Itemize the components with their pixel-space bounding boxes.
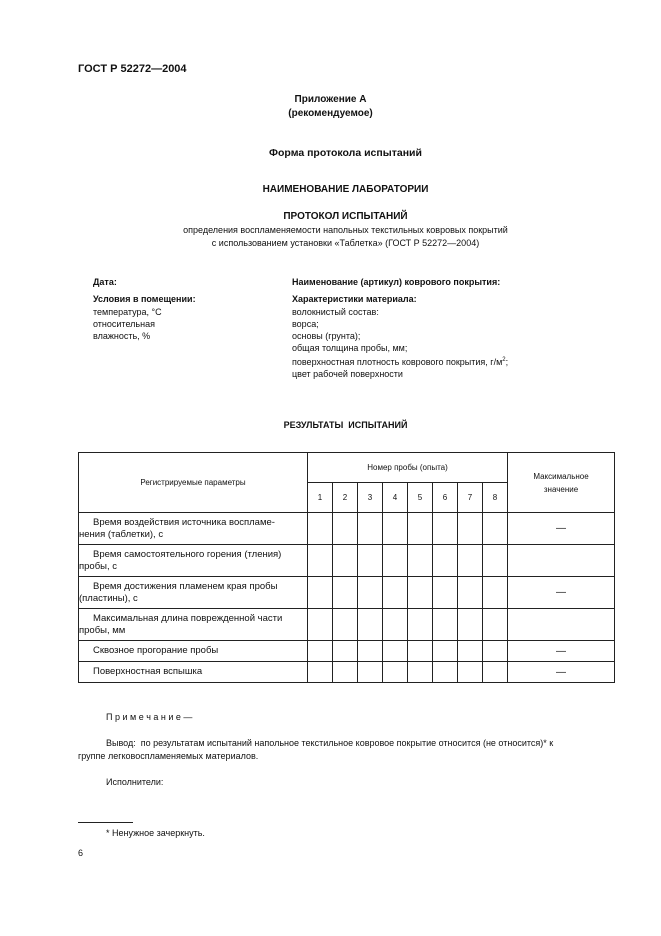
value-cell[interactable] — [433, 545, 458, 577]
value-cell[interactable] — [408, 577, 433, 609]
table-row — [79, 577, 615, 609]
value-cell[interactable] — [358, 545, 383, 577]
row-label-line1: Поверхностная вспышка — [93, 666, 203, 677]
char-base: основы (грунта); — [292, 331, 361, 341]
value-cell[interactable] — [383, 641, 408, 662]
row-label-line2: пробы, мм — [79, 624, 126, 636]
row-label — [79, 577, 308, 609]
value-cell[interactable] — [433, 641, 458, 662]
value-cell[interactable] — [408, 513, 433, 545]
material-characteristics-list — [292, 306, 508, 380]
row-label — [79, 641, 308, 662]
table-row — [79, 662, 615, 683]
max-value-header-line2: значение — [543, 484, 579, 494]
value-cell[interactable] — [458, 662, 483, 683]
value-cell[interactable] — [483, 641, 508, 662]
date-label: Дата: — [93, 277, 117, 287]
protocol-description-line1: определения воспламеняемости напольных текстильных ковровых покрытий — [183, 225, 508, 235]
value-cell[interactable] — [383, 577, 408, 609]
value-cell[interactable] — [308, 662, 333, 683]
value-cell[interactable] — [333, 577, 358, 609]
max-value-header-line1: Максимальное — [533, 471, 589, 481]
char-pile: ворса; — [292, 319, 319, 329]
row-label-line2: (пластины), с — [79, 592, 138, 604]
value-cell[interactable] — [458, 545, 483, 577]
max-value-cell: — — [508, 577, 615, 609]
row-label — [79, 545, 308, 577]
value-cell[interactable] — [483, 609, 508, 641]
value-cell[interactable] — [333, 662, 358, 683]
appendix-subtitle: (рекомендуемое) — [288, 108, 373, 119]
results-title: РЕЗУЛЬТАТЫ ИСПЫТАНИЙ — [283, 420, 408, 430]
value-cell[interactable] — [308, 513, 333, 545]
max-value-header — [508, 453, 615, 513]
row-label-line2: нения (таблетки), с — [79, 528, 164, 540]
conclusion-line1: Вывод: по результатам испытаний напольное текстильное ковровое покрытие относится (не относится)* к — [106, 738, 554, 748]
row-label-line2: пробы, с — [79, 560, 118, 572]
row-label-line1: Время достижения пламенем края пробы — [93, 580, 278, 592]
value-cell[interactable] — [408, 641, 433, 662]
sample-number-cell: 1 — [308, 483, 333, 513]
value-cell[interactable] — [308, 545, 333, 577]
condition-temperature: температура, °С — [93, 307, 162, 317]
row-label — [79, 662, 308, 683]
page-number: 6 — [78, 848, 84, 858]
char-thickness: общая толщина пробы, мм; — [292, 343, 408, 353]
char-density-text: поверхностная плотность коврового покрытия, г/м — [292, 357, 503, 367]
value-cell[interactable] — [383, 513, 408, 545]
executors-label: Исполнители: — [106, 777, 164, 787]
value-cell[interactable] — [433, 577, 458, 609]
max-value-cell: — — [508, 513, 615, 545]
lab-name: НАИМЕНОВАНИЕ ЛАБОРАТОРИИ — [262, 184, 429, 195]
conditions-list — [93, 306, 162, 342]
value-cell[interactable] — [358, 577, 383, 609]
char-surface-color: цвет рабочей поверхности — [292, 369, 403, 379]
value-cell[interactable] — [383, 662, 408, 683]
value-cell[interactable] — [333, 641, 358, 662]
condition-humidity: влажность, % — [93, 331, 151, 341]
max-value-cell[interactable] — [508, 545, 615, 577]
row-label-line1: Максимальная длина поврежденной части — [93, 612, 283, 624]
footnote: * Ненужное зачеркнуть. — [106, 828, 205, 838]
conditions-label: Условия в помещении: — [93, 294, 196, 304]
sample-number-cell: 4 — [383, 483, 408, 513]
value-cell[interactable] — [308, 609, 333, 641]
value-cell[interactable] — [433, 609, 458, 641]
table-row — [79, 513, 615, 545]
char-density-sup: 2 — [502, 357, 506, 363]
value-cell[interactable] — [458, 577, 483, 609]
char-fiber-composition: волокнистый состав: — [292, 307, 379, 317]
protocol-description-line2: с использованием установки «Таблетка» (ГОСТ Р 52272—2004) — [211, 238, 480, 248]
protocol-title: ПРОТОКОЛ ИСПЫТАНИЙ — [283, 211, 408, 222]
table-row — [79, 545, 615, 577]
condition-relative: относительная — [93, 319, 155, 329]
value-cell[interactable] — [433, 662, 458, 683]
sample-number-header: Номер пробы (опыта) — [308, 453, 508, 483]
value-cell[interactable] — [383, 609, 408, 641]
table-row — [79, 641, 615, 662]
conclusion-line2: группе легковоспламеняемых материалов. — [78, 751, 259, 761]
footnote-divider — [78, 822, 133, 823]
material-characteristics-label: Характеристики материала: — [292, 294, 417, 304]
value-cell[interactable] — [483, 662, 508, 683]
value-cell[interactable] — [408, 609, 433, 641]
sample-number-cell: 8 — [483, 483, 508, 513]
row-label-line1: Время воздействия источника воспламе- — [93, 516, 275, 528]
results-table — [78, 452, 615, 683]
sample-number-cell: 2 — [333, 483, 358, 513]
document-code: ГОСТ Р 52272—2004 — [78, 63, 187, 75]
value-cell[interactable] — [458, 609, 483, 641]
value-cell[interactable] — [483, 577, 508, 609]
row-label-line1: Время самостоятельного горения (тления) — [93, 548, 282, 560]
value-cell[interactable] — [308, 577, 333, 609]
value-cell[interactable] — [433, 513, 458, 545]
max-value-cell[interactable] — [508, 609, 615, 641]
value-cell[interactable] — [458, 641, 483, 662]
appendix-title: Приложение А — [294, 94, 367, 105]
params-header: Регистрируемые параметры — [79, 453, 308, 513]
value-cell[interactable] — [483, 545, 508, 577]
value-cell[interactable] — [358, 662, 383, 683]
value-cell[interactable] — [458, 513, 483, 545]
max-value-cell: — — [508, 641, 615, 662]
value-cell[interactable] — [333, 609, 358, 641]
value-cell[interactable] — [483, 513, 508, 545]
sample-number-cell: 5 — [408, 483, 433, 513]
row-label-line1: Сквозное прогорание пробы — [93, 645, 219, 656]
value-cell[interactable] — [333, 545, 358, 577]
sample-number-cell: 7 — [458, 483, 483, 513]
value-cell[interactable] — [383, 545, 408, 577]
char-density — [292, 354, 508, 368]
row-label — [79, 513, 308, 545]
value-cell[interactable] — [308, 641, 333, 662]
value-cell[interactable] — [358, 609, 383, 641]
carpet-name-label: Наименование (артикул) коврового покрытия: — [292, 277, 501, 287]
row-label — [79, 609, 308, 641]
sample-number-cell: 3 — [358, 483, 383, 513]
max-value-cell: — — [508, 662, 615, 683]
value-cell[interactable] — [408, 545, 433, 577]
value-cell[interactable] — [358, 513, 383, 545]
value-cell[interactable] — [333, 513, 358, 545]
char-density-suffix: ; — [505, 357, 509, 367]
sample-number-cell: 6 — [433, 483, 458, 513]
form-title: Форма протокола испытаний — [269, 147, 422, 159]
value-cell[interactable] — [408, 662, 433, 683]
note-label: П р и м е ч а н и е — — [106, 712, 193, 722]
table-row — [79, 609, 615, 641]
value-cell[interactable] — [358, 641, 383, 662]
